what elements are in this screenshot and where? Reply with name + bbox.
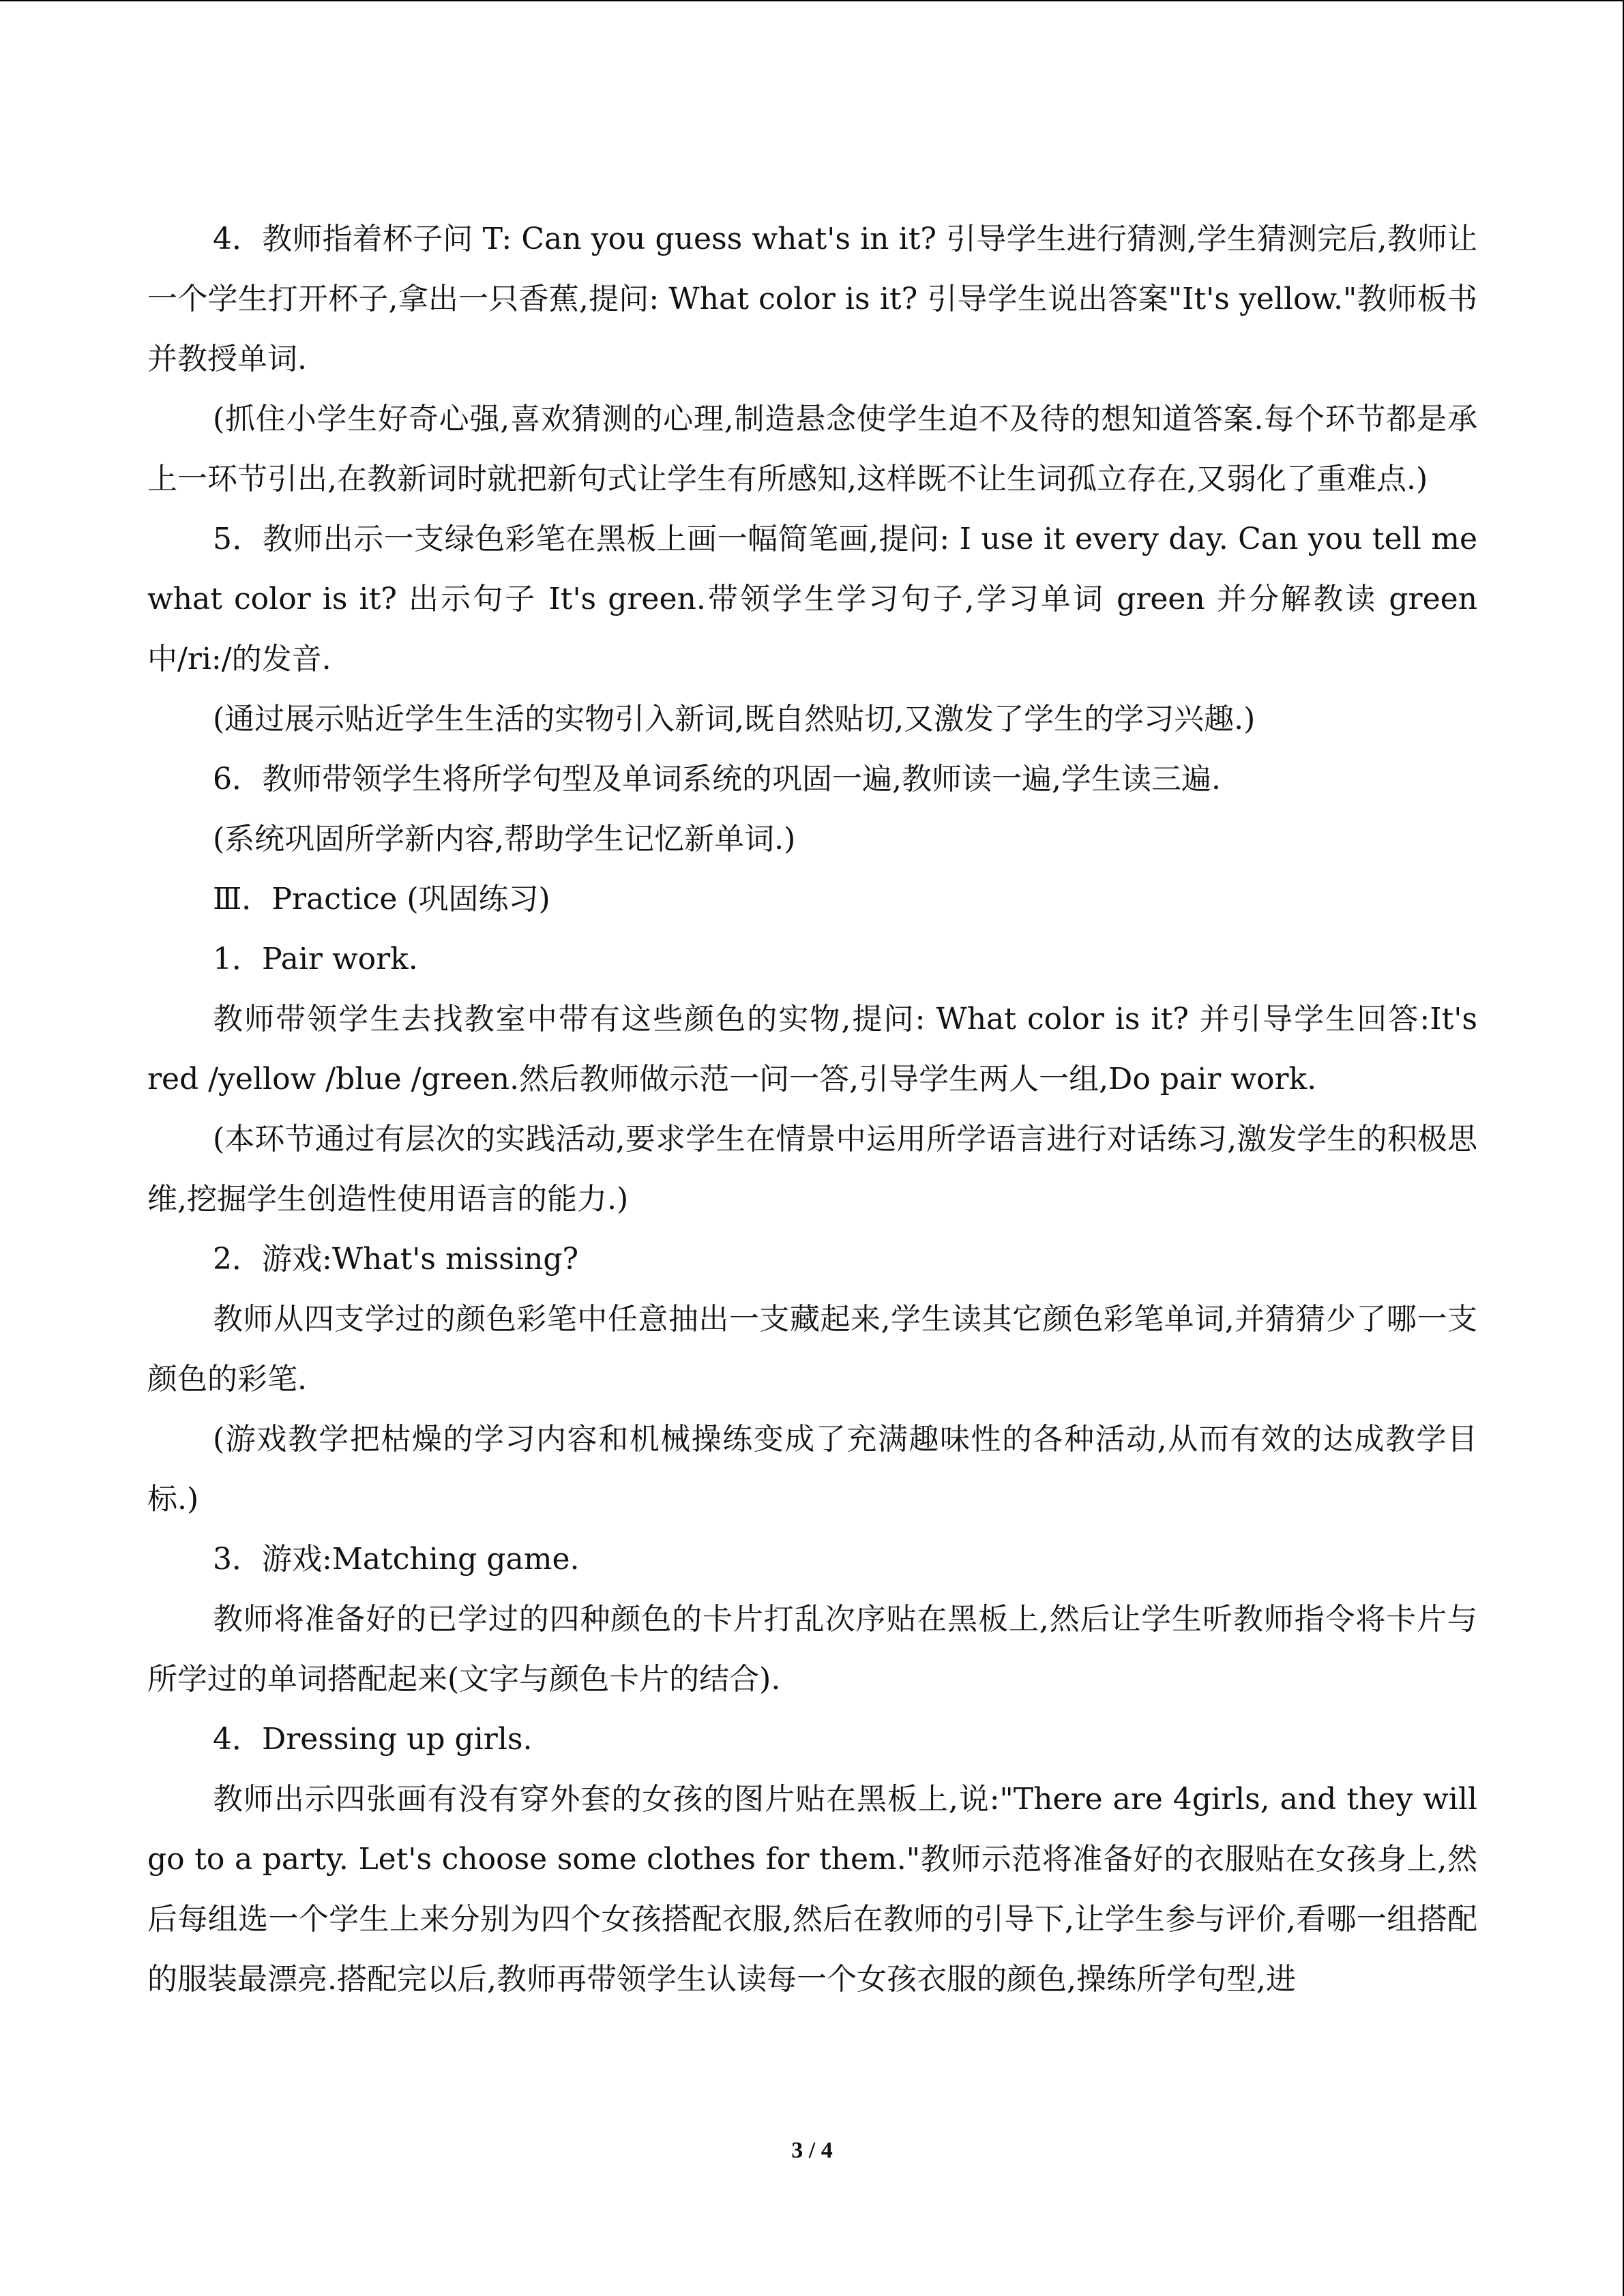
paragraph: (通过展示贴近学生生活的实物引入新词,既自然贴切,又激发了学生的学习兴趣.)	[213, 702, 1256, 736]
paragraph: 4．教师指着杯子问 T: Can you guess what's in it? 引导学生进行猜测,学生猜测完后,教师让一个学生打开杯子,拿出一只香蕉,提问: What color is it? 引导学生说出答案"It's yellow."教师板书并教授单词.	[147, 222, 1477, 376]
paragraph: 3．游戏:Matching game.	[213, 1542, 580, 1577]
paragraph: 教师出示四张画有没有穿外套的女孩的图片贴在黑板上,说:"There are 4girls, and they will go to a party. Let's choose some clothes for them."教师示范将准备好的衣服贴在女孩身上,然后每组选一个学生上来分别为四个女孩搭配衣服,然后在教师的引导下,让学生参与评价,看哪一组搭配的服装最漂亮.搭配完以后,教师再带领学生认读每一个女孩衣服的颜色,操练所学句型,进	[147, 1782, 1477, 1997]
paragraph: 教师带领学生去找教室中带有这些颜色的实物,提问: What color is it? 并引导学生回答:It's red /yellow /blue /green.然后教师做示范一问一答,引导学生两人一组,Do pair work.	[147, 1002, 1477, 1097]
page-number: 3 / 4	[791, 2138, 833, 2163]
paragraph: (系统巩固所学新内容,帮助学生记忆新单词.)	[213, 822, 796, 856]
paragraph: (游戏教学把枯燥的学习内容和机械操练变成了充满趣味性的各种活动,从而有效的达成教学目标.)	[147, 1422, 1477, 1517]
paragraph: 6．教师带领学生将所学句型及单词系统的巩固一遍,教师读一遍,学生读三遍.	[213, 762, 1221, 796]
paragraph: 1．Pair work.	[213, 942, 418, 976]
paragraph: (抓住小学生好奇心强,喜欢猜测的心理,制造悬念使学生迫不及待的想知道答案.每个环节都是承上一环节引出,在教新词时就把新句式让学生有所感知,这样既不让生词孤立存在,又弱化了重难点.)	[147, 402, 1477, 496]
paragraph: 5．教师出示一支绿色彩笔在黑板上画一幅简笔画,提问: I use it every day. Can you tell me what color is it? 出示句子 It's green.带领学生学习句子,学习单词 green 并分解教读 green 中/ri:/的发音.	[147, 522, 1477, 676]
paragraph: 4．Dressing up girls.	[213, 1722, 533, 1757]
section-heading: Ⅲ．Practice (巩固练习)	[213, 882, 550, 916]
document-body	[147, 209, 1477, 2010]
paragraph: 教师将准备好的已学过的四种颜色的卡片打乱次序贴在黑板上,然后让学生听教师指令将卡片与所学过的单词搭配起来(文字与颜色卡片的结合).	[147, 1602, 1477, 1697]
paragraph: 教师从四支学过的颜色彩笔中任意抽出一支藏起来,学生读其它颜色彩笔单词,并猜猜少了哪一支颜色的彩笔.	[147, 1302, 1477, 1397]
paragraph: 2．游戏:What's missing?	[213, 1242, 579, 1277]
paragraph: (本环节通过有层次的实践活动,要求学生在情景中运用所学语言进行对话练习,激发学生的积极思维,挖掘学生创造性使用语言的能力.)	[147, 1122, 1477, 1217]
